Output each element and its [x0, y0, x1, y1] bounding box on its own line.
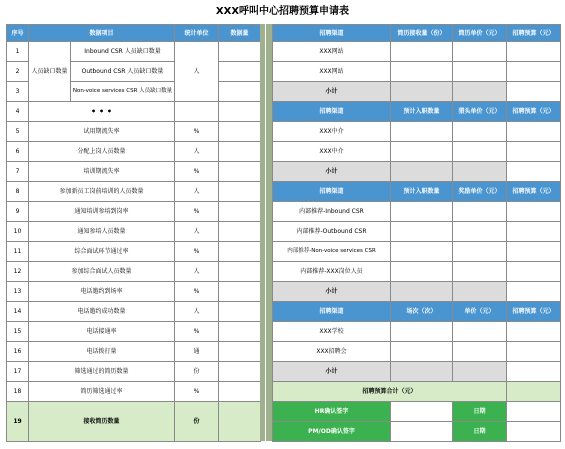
- header-col2: 场次（次）: [391, 302, 453, 322]
- amount-cell[interactable]: [219, 162, 261, 182]
- row-unit: %: [175, 322, 219, 342]
- col-header-item: 数据项目: [29, 25, 175, 42]
- input-cell[interactable]: [391, 42, 453, 62]
- subtotal-cell: [453, 282, 507, 302]
- row-no: 4: [7, 102, 29, 122]
- row-unit: %: [175, 282, 219, 302]
- row-no: 18: [7, 382, 29, 402]
- pm-date-field[interactable]: [507, 422, 561, 442]
- group-unit: 人: [175, 42, 219, 102]
- row-item: 电话邀约成功数量: [29, 302, 175, 322]
- input-cell[interactable]: [507, 202, 561, 222]
- subtotal-label: 小计: [273, 362, 391, 382]
- row-item: 试用期流失率: [29, 122, 175, 142]
- row-unit: 人: [175, 302, 219, 322]
- amount-cell[interactable]: [219, 202, 261, 222]
- budget-table: [272, 24, 561, 442]
- amount-cell[interactable]: [219, 142, 261, 162]
- channel-name: 内部推荐-Inbound CSR: [273, 202, 391, 222]
- row-item: Non-voice services CSR 人员缺口数量: [71, 82, 175, 102]
- row-item: 电话拨打量: [29, 342, 175, 362]
- budget-total-value[interactable]: [507, 382, 561, 402]
- row-item: 通知培训参培到岗率: [29, 202, 175, 222]
- col-header-no: 序号: [7, 25, 29, 42]
- header-col2: 预计入职数量: [391, 182, 453, 202]
- header-channel: 招聘渠道: [273, 182, 391, 202]
- pm-sign-label: PM/OD确认签字: [273, 422, 391, 442]
- input-cell[interactable]: [507, 322, 561, 342]
- input-cell[interactable]: [507, 162, 561, 182]
- input-cell[interactable]: [453, 222, 507, 242]
- input-cell[interactable]: [507, 62, 561, 82]
- row-no: 1: [7, 42, 29, 62]
- input-cell[interactable]: [453, 322, 507, 342]
- input-cell[interactable]: [507, 282, 561, 302]
- header-col3: 猎头单价（元）: [453, 102, 507, 122]
- row-item: 接收简历数量: [29, 402, 175, 442]
- page-title: XXX呼叫中心招聘预算申请表: [215, 6, 350, 17]
- data-items-table: [6, 24, 261, 442]
- header-col2: 预计入职数量: [391, 102, 453, 122]
- amount-cell[interactable]: [219, 282, 261, 302]
- amount-cell[interactable]: [219, 362, 261, 382]
- subtotal-cell: [453, 82, 507, 102]
- header-channel: 招聘渠道: [273, 102, 391, 122]
- row-unit: 人: [175, 142, 219, 162]
- channel-name: 内部推荐-XXX岗位人员: [273, 262, 391, 282]
- amount-cell[interactable]: [219, 62, 261, 82]
- row-unit: %: [175, 122, 219, 142]
- pm-sign-field[interactable]: [391, 422, 453, 442]
- amount-cell[interactable]: [219, 342, 261, 362]
- row-unit: 人: [175, 222, 219, 242]
- input-cell[interactable]: [391, 342, 453, 362]
- hr-sign-label: HR确认签字: [273, 402, 391, 422]
- input-cell[interactable]: [453, 42, 507, 62]
- input-cell[interactable]: [507, 262, 561, 282]
- row-no: 8: [7, 182, 29, 202]
- row-no: 9: [7, 202, 29, 222]
- row-unit: 人: [175, 182, 219, 202]
- amount-cell[interactable]: [219, 382, 261, 402]
- hr-date-label: 日期: [453, 402, 507, 422]
- channel-name: XXX学校: [273, 322, 391, 342]
- input-cell[interactable]: [453, 202, 507, 222]
- input-cell[interactable]: [391, 242, 453, 262]
- header-col3: 单价（元）: [453, 302, 507, 322]
- header-col4: 招聘预算（元）: [507, 102, 561, 122]
- row-unit: %: [175, 242, 219, 262]
- column-divider-line: [265, 24, 266, 441]
- subtotal-cell: [391, 282, 453, 302]
- input-cell[interactable]: [453, 262, 507, 282]
- col-header-unit: 统计单位: [175, 25, 219, 42]
- subtotal-cell: [391, 162, 453, 182]
- channel-name: XXX中介: [273, 142, 391, 162]
- row-no: 12: [7, 262, 29, 282]
- header-col4: 招聘预算（元）: [507, 302, 561, 322]
- hr-sign-field[interactable]: [391, 402, 453, 422]
- amount-cell[interactable]: [219, 402, 261, 442]
- row-no: 3: [7, 82, 29, 102]
- amount-cell[interactable]: [219, 262, 261, 282]
- row-item: 参加综合面试人员数量: [29, 262, 175, 282]
- input-cell[interactable]: [391, 222, 453, 242]
- row-no: 13: [7, 282, 29, 302]
- col-header-amount: 数据量: [219, 25, 261, 42]
- row-no: 17: [7, 362, 29, 382]
- input-cell[interactable]: [453, 142, 507, 162]
- row-unit: [175, 102, 219, 122]
- row-item: 培训期流失率: [29, 162, 175, 182]
- subtotal-label: 小计: [273, 82, 391, 102]
- amount-cell[interactable]: [219, 222, 261, 242]
- input-cell[interactable]: [453, 122, 507, 142]
- row-unit: %: [175, 202, 219, 222]
- input-cell[interactable]: [391, 142, 453, 162]
- row-no: 16: [7, 342, 29, 362]
- subtotal-label: 小计: [273, 282, 391, 302]
- subtotal-cell: [391, 362, 453, 382]
- input-cell[interactable]: [391, 322, 453, 342]
- amount-cell[interactable]: [219, 82, 261, 102]
- row-item: • • •: [29, 102, 175, 122]
- input-cell[interactable]: [507, 82, 561, 102]
- row-unit: 份: [175, 402, 219, 442]
- channel-name: 内部推荐-Outbound CSR: [273, 222, 391, 242]
- input-cell[interactable]: [507, 122, 561, 142]
- amount-cell[interactable]: [219, 102, 261, 122]
- channel-name: XXX招聘会: [273, 342, 391, 362]
- subtotal-cell: [453, 362, 507, 382]
- row-item: Inbound CSR 人员缺口数量: [71, 42, 175, 62]
- budget-total-label: 招聘预算合计（元）: [273, 382, 507, 402]
- input-cell[interactable]: [507, 42, 561, 62]
- header-col4: 招聘预算（元）: [507, 25, 561, 42]
- pm-date-label: 日期: [453, 422, 507, 442]
- row-unit: 通: [175, 342, 219, 362]
- row-no: 2: [7, 62, 29, 82]
- input-cell[interactable]: [507, 362, 561, 382]
- row-no: 15: [7, 322, 29, 342]
- row-unit: %: [175, 382, 219, 402]
- row-item: 分配上岗人员数量: [29, 142, 175, 162]
- row-item: 电话接通率: [29, 322, 175, 342]
- subtotal-cell: [453, 162, 507, 182]
- row-item: 通知参培人员数量: [29, 222, 175, 242]
- row-item: 电话邀约到场率: [29, 282, 175, 302]
- row-item: 筛选通过的简历数量: [29, 362, 175, 382]
- input-cell[interactable]: [507, 242, 561, 262]
- row-no: 11: [7, 242, 29, 262]
- amount-cell[interactable]: [219, 182, 261, 202]
- row-unit: 份: [175, 362, 219, 382]
- subtotal-label: 小计: [273, 162, 391, 182]
- header-col4: 招聘预算（元）: [507, 182, 561, 202]
- input-cell[interactable]: [453, 62, 507, 82]
- row-no: 6: [7, 142, 29, 162]
- header-channel: 招聘渠道: [273, 25, 391, 42]
- header-col3: 简历单价（元）: [453, 25, 507, 42]
- column-divider: [260, 24, 272, 441]
- input-cell[interactable]: [507, 142, 561, 162]
- row-unit: %: [175, 162, 219, 182]
- input-cell[interactable]: [507, 222, 561, 242]
- channel-name: XXX网站: [273, 42, 391, 62]
- group-label: 人员缺口数量: [29, 42, 71, 102]
- hr-date-field[interactable]: [507, 402, 561, 422]
- row-no: 7: [7, 162, 29, 182]
- row-no: 5: [7, 122, 29, 142]
- amount-cell[interactable]: [219, 242, 261, 262]
- channel-name: XXX中介: [273, 122, 391, 142]
- amount-cell[interactable]: [219, 322, 261, 342]
- header-col2: 简历接收量（份）: [391, 25, 453, 42]
- input-cell[interactable]: [391, 262, 453, 282]
- channel-name: 内部推荐-Non-voice services CSR: [273, 242, 391, 262]
- row-item: 参加新员工岗前培训的人员数量: [29, 182, 175, 202]
- row-item: 综合面试环节通过率: [29, 242, 175, 262]
- channel-name: XXX网站: [273, 62, 391, 82]
- row-no: 10: [7, 222, 29, 242]
- input-cell[interactable]: [391, 202, 453, 222]
- input-cell[interactable]: [391, 122, 453, 142]
- header-col3: 奖励单价（元）: [453, 182, 507, 202]
- input-cell[interactable]: [453, 342, 507, 362]
- row-item: Outbound CSR 人员缺口数量: [71, 62, 175, 82]
- row-no: 19: [7, 402, 29, 442]
- header-channel: 招聘渠道: [273, 302, 391, 322]
- row-unit: 人: [175, 262, 219, 282]
- row-item: 简历筛选通过率: [29, 382, 175, 402]
- amount-cell[interactable]: [219, 302, 261, 322]
- subtotal-cell: [391, 82, 453, 102]
- amount-cell[interactable]: [219, 42, 261, 62]
- input-cell[interactable]: [453, 242, 507, 262]
- row-no: 14: [7, 302, 29, 322]
- input-cell[interactable]: [507, 342, 561, 362]
- input-cell[interactable]: [391, 62, 453, 82]
- amount-cell[interactable]: [219, 122, 261, 142]
